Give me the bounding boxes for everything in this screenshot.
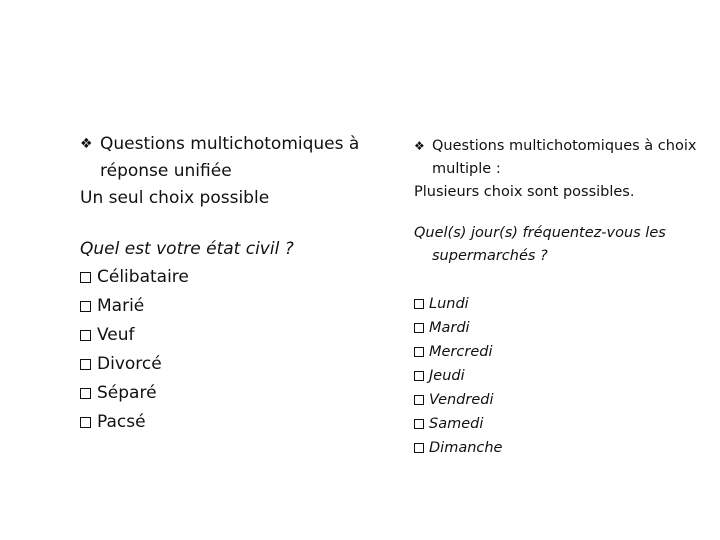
checkbox-icon[interactable] xyxy=(414,371,424,381)
option-celibataire[interactable] xyxy=(80,263,380,292)
option-label: Samedi xyxy=(429,415,484,432)
right-question-line2: supermarchés ? xyxy=(432,248,548,264)
right-column xyxy=(414,135,714,460)
right-heading-line1: Questions multichotomiques à choix xyxy=(432,138,697,154)
right-subtitle: Plusieurs choix sont possibles. xyxy=(414,184,635,200)
right-heading-line2: multiple : xyxy=(432,161,501,177)
option-samedi[interactable] xyxy=(414,412,714,436)
option-label: Pacsé xyxy=(97,412,146,432)
right-options-list xyxy=(414,292,714,460)
option-label: Dimanche xyxy=(429,439,503,456)
checkbox-icon[interactable] xyxy=(414,347,424,357)
option-marie[interactable] xyxy=(80,292,380,321)
option-label: Divorcé xyxy=(97,354,162,374)
checkbox-icon[interactable] xyxy=(414,323,424,333)
option-label: Veuf xyxy=(97,325,135,345)
checkbox-icon[interactable] xyxy=(80,272,91,283)
option-label: Lundi xyxy=(429,295,469,312)
checkbox-icon[interactable] xyxy=(80,388,91,399)
checkbox-icon[interactable] xyxy=(414,419,424,429)
option-vendredi[interactable] xyxy=(414,388,714,412)
option-separe[interactable] xyxy=(80,379,380,408)
option-veuf[interactable] xyxy=(80,321,380,350)
checkbox-icon[interactable] xyxy=(414,299,424,309)
option-pacse[interactable] xyxy=(80,408,380,437)
right-heading xyxy=(414,135,714,181)
option-label: Jeudi xyxy=(429,367,465,384)
option-mardi[interactable] xyxy=(414,316,714,340)
option-lundi[interactable] xyxy=(414,292,714,316)
option-label: Vendredi xyxy=(429,391,494,408)
left-question: Quel est votre état civil ? xyxy=(80,239,294,259)
checkbox-icon[interactable] xyxy=(80,330,91,341)
option-label: Marié xyxy=(97,296,145,316)
left-heading-line1: Questions multichotomiques à xyxy=(100,134,360,154)
left-heading-line2: réponse unifiée xyxy=(100,161,232,181)
diamond-bullet-icon: ❖ xyxy=(414,139,425,153)
right-question xyxy=(414,222,714,268)
checkbox-icon[interactable] xyxy=(80,359,91,370)
option-label: Séparé xyxy=(97,383,157,403)
option-mercredi[interactable] xyxy=(414,340,714,364)
option-jeudi[interactable] xyxy=(414,364,714,388)
diamond-bullet-icon: ❖ xyxy=(80,136,93,152)
option-dimanche[interactable] xyxy=(414,436,714,460)
checkbox-icon[interactable] xyxy=(80,301,91,312)
left-subtitle: Un seul choix possible xyxy=(80,188,270,208)
left-options-list xyxy=(80,263,380,437)
left-heading xyxy=(80,131,380,185)
left-column xyxy=(80,131,380,437)
option-label: Célibataire xyxy=(97,267,189,287)
checkbox-icon[interactable] xyxy=(414,443,424,453)
checkbox-icon[interactable] xyxy=(80,417,91,428)
option-label: Mercredi xyxy=(429,343,493,360)
option-label: Mardi xyxy=(429,319,470,336)
right-question-line1: Quel(s) jour(s) fréquentez-vous les xyxy=(414,225,666,241)
option-divorce[interactable] xyxy=(80,350,380,379)
checkbox-icon[interactable] xyxy=(414,395,424,405)
